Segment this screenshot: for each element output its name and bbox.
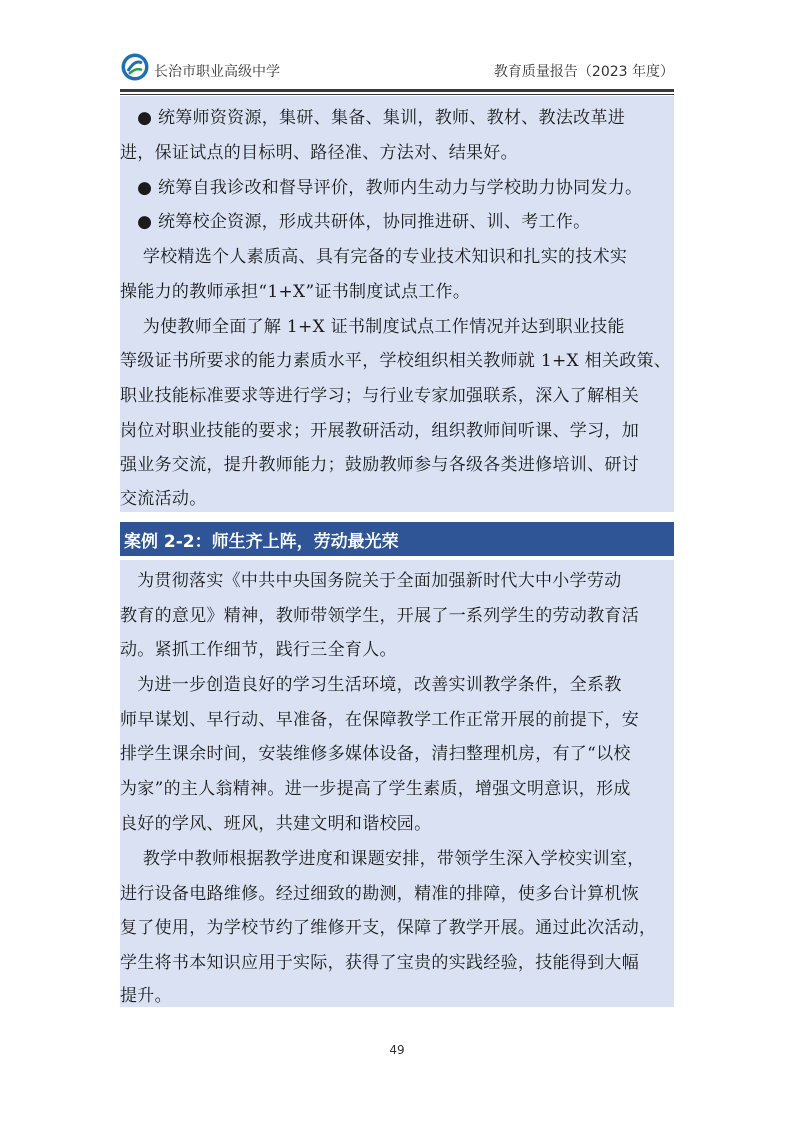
text-line: 师早谋划、早行动、早准备，在保障教学工作正常开展的前提下，安 — [120, 710, 639, 730]
text-line: ● 统筹师资资源，集研、集备、集训，教师、教材、教法改革进 — [120, 108, 626, 128]
text-line: 动。紧抓工作细节，践行三全育人。 — [120, 640, 397, 660]
page-number: 49 — [389, 1043, 405, 1057]
text-line: 教育的意见》精神，教师带领学生，开展了一系列学生的劳动教育活 — [120, 606, 639, 626]
text-line: 学生将书本知识应用于实际，获得了宝贵的实践经验，技能得到大幅 — [120, 953, 639, 973]
text-line: 交流活动。 — [120, 489, 207, 509]
text-line: 操能力的教师承担“1+X”证书制度试点工作。 — [120, 282, 471, 302]
text-line: ● 统筹校企资源，形成共研体，协同推进研、训、考工作。 — [120, 212, 591, 232]
text-line: 教学中教师根据教学进度和课题安排，带领学生深入学校实训室， — [120, 849, 645, 869]
text-line: 进行设备电路维修。经过细致的勘测，精准的排障，使多台计算机恢 — [120, 884, 639, 904]
text-line: 职业技能标准要求等进行学习；与行业专家加强联系，深入了解相关 — [120, 386, 639, 406]
page-header — [120, 52, 674, 88]
report-title: 教育质量报告（2023 年度） — [493, 64, 674, 80]
school-name: 长治市职业高级中学 — [154, 64, 280, 80]
text-line: 为进一步创造良好的学习生活环境，改善实训教学条件，全系教 — [120, 675, 622, 695]
text-line: 排学生课余时间，安装维修多媒体设备，清扫整理机房，有了“以校 — [120, 744, 631, 764]
text-line: 进，保证试点的目标明、路径准、方法对、结果好。 — [120, 143, 518, 163]
text-line: 为使教师全面了解 1+X 证书制度试点工作情况并达到职业技能 — [120, 317, 625, 337]
text-line: ● 统筹自我诊改和督导评价，教师内生动力与学校助力协同发力。 — [120, 178, 643, 198]
text-line: 为贯彻落实《中共中央国务院关于全面加强新时代大中小学劳动 — [120, 571, 622, 591]
text-line: 为家”的主人翁精神。进一步提高了学生素质，增强文明意识，形成 — [120, 779, 631, 799]
text-line: 岗位对职业技能的要求；开展教研活动，组织教师间听课、学习，加 — [120, 421, 639, 441]
school-logo-icon — [120, 52, 150, 82]
header-rule-thick — [120, 89, 674, 92]
text-line: 复了使用，为学校节约了维修开支，保障了教学开展。通过此次活动， — [120, 918, 657, 938]
header-rule-thin — [120, 94, 674, 95]
text-line: 强业务交流，提升教师能力；鼓励教师参与各级各类进修培训、研讨 — [120, 455, 639, 475]
case-heading-bar — [120, 522, 674, 556]
text-line: 良好的学风、班风，共建文明和谐校园。 — [120, 814, 432, 834]
case-title: 案例 2-2：师生齐上阵，劳动最光荣 — [124, 532, 399, 552]
text-line: 等级证书所要求的能力素质水平，学校组织相关教师就 1+X 相关政策、 — [120, 351, 672, 371]
text-line: 提升。 — [120, 986, 172, 1006]
text-line: 学校精选个人素质高、具有完备的专业技术知识和扎实的技术实 — [120, 247, 628, 267]
